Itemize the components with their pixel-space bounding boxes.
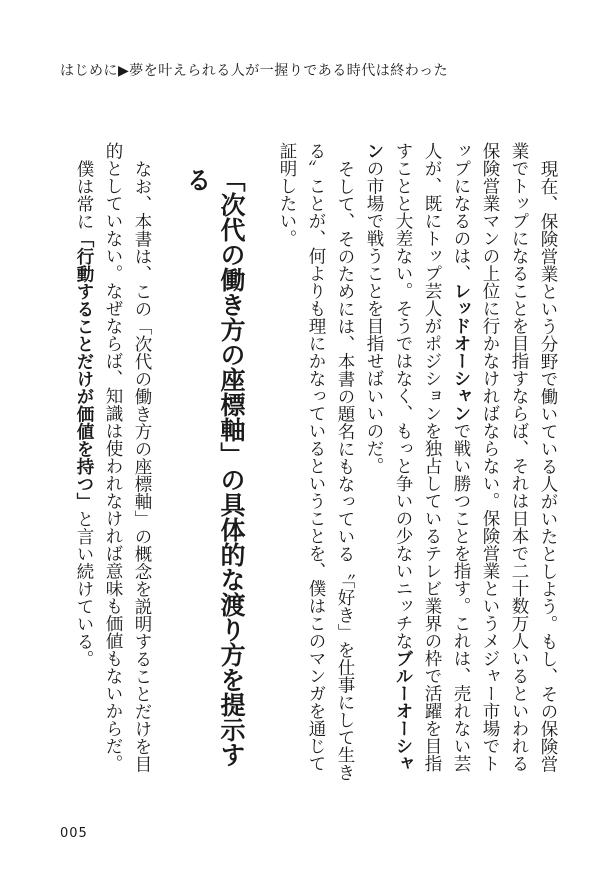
paragraph-4 (69, 142, 98, 782)
paragraph-1 (359, 142, 562, 782)
paragraph-1-text-2: で戦い勝つことを指す。これは、売れない芸人が、既にトップ芸人がポジションを独占しているテレビ業界の枠で活躍を目指すことと大差ない。そうではなく、もっと争いの少ないニッチな (393, 142, 471, 772)
paragraph-1-bold-red-ocean: レッドオーシャン (451, 282, 471, 422)
paragraph-1-bold-blue-ocean: ブルーオーシャン (364, 142, 413, 772)
paragraph-2: そして、そのためには、本書の題名にもなっている〝「好き」を仕事にして生きる〟ことが、何よりも理にかなっているということを、僕はこのマンガを通じて証明したい。 (277, 142, 355, 781)
paragraph-1-text-1: 現在、保険営業という分野で働いている人がいたとしよう。もし、その保険営業でトップになることを目指すならば、それは日本で二十数万人いるといわれる保険営業マンの上位に行かなければならない。保険営業というメジャー市場でトップになるのは、 (451, 142, 558, 772)
paragraph-1-text-3: の市場で戦うことを目指せばいいのだ。 (364, 159, 384, 475)
section-heading: 「次代の働き方の座標軸」の具体的な渡り方を提示する (183, 167, 246, 767)
page-number: 005 (60, 826, 88, 841)
paragraph-4-text-1: 僕は常に (74, 159, 94, 230)
running-head: はじめに▶夢を叶えられる人が一握りである時代は終わった (60, 63, 449, 79)
body-text (52, 142, 562, 782)
paragraph-4-text-2: と言い続けている。 (74, 509, 94, 667)
paragraph-4-bold: 「行動することだけが価値を持つ」 (74, 229, 94, 510)
paragraph-3: なお、本書は、この「次代の働き方の座標軸」の概念を説明することだけを目的としていない。なぜならば、知識は使われなければ意味も価値もないからだ。 (103, 142, 152, 772)
